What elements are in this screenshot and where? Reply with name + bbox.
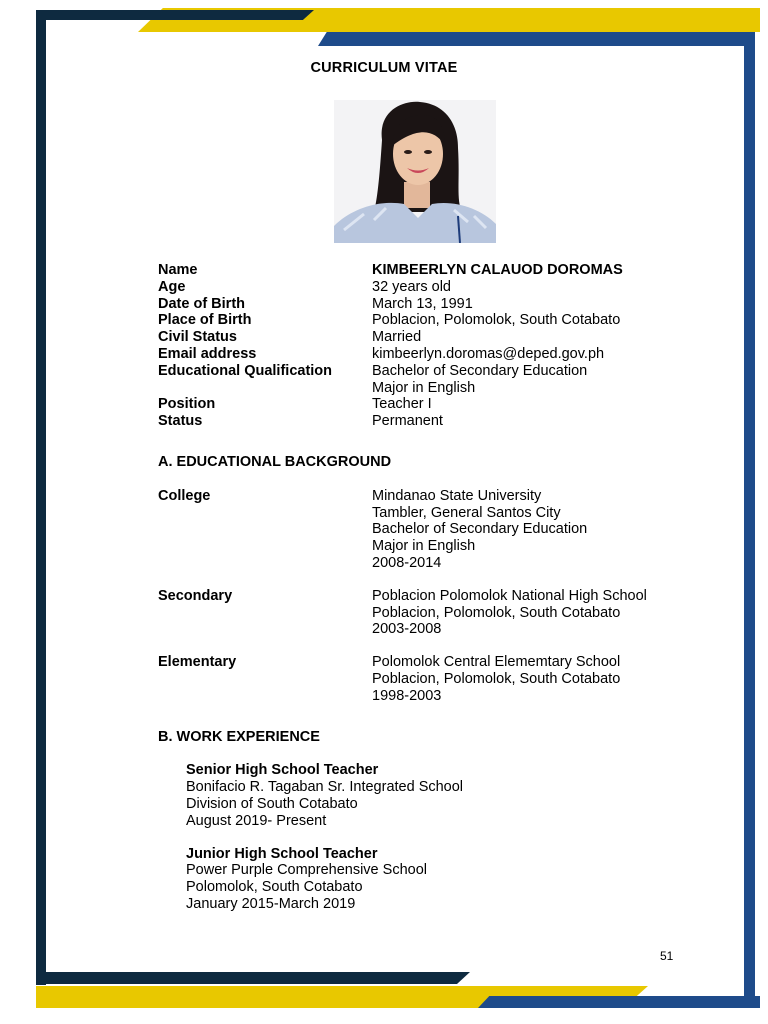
info-label: Position xyxy=(158,396,216,413)
spacer xyxy=(158,638,718,654)
info-row xyxy=(158,346,718,363)
job-detail-line: Polomolok, South Cotabato xyxy=(186,879,363,896)
job-title: Junior High School Teacher xyxy=(186,845,378,862)
education-detail-line: Polomolok Central Elememtary School xyxy=(372,654,621,671)
info-value-line: Teacher I xyxy=(372,396,432,413)
info-value-line: Poblacion, Polomolok, South Cotabato xyxy=(372,312,621,329)
education-detail-line: Mindanao State University xyxy=(372,487,542,504)
info-row xyxy=(158,262,718,279)
info-label: Place of Birth xyxy=(158,312,252,329)
job-title: Senior High School Teacher xyxy=(186,762,379,779)
info-row xyxy=(158,296,718,313)
info-row xyxy=(158,363,718,397)
info-label: Civil Status xyxy=(158,329,237,346)
work-experience xyxy=(158,762,718,912)
page-number: 51 xyxy=(660,949,674,963)
education-detail-line: 2008-2014 xyxy=(372,554,442,571)
info-value-line: Bachelor of Secondary Education xyxy=(372,362,588,379)
info-value-line: kimbeerlyn.doromas@deped.gov.ph xyxy=(372,345,605,362)
job-entry xyxy=(158,846,718,913)
job-detail-line: January 2015-March 2019 xyxy=(186,895,356,912)
info-label: Email address xyxy=(158,345,257,362)
border-top-blue xyxy=(318,32,755,46)
education-detail-line: Poblacion Polomolok National High School xyxy=(372,587,647,604)
info-label: Name xyxy=(158,262,198,278)
education-detail-line: 1998-2003 xyxy=(372,687,442,704)
document-title: CURRICULUM VITAE xyxy=(310,60,458,76)
education-level: College xyxy=(158,487,211,504)
border-right-blue xyxy=(744,38,755,998)
job-detail-line: August 2019- Present xyxy=(186,812,327,829)
info-value xyxy=(372,312,718,329)
info-label: Educational Qualification xyxy=(158,362,333,379)
info-value xyxy=(372,262,718,279)
info-row xyxy=(158,413,718,430)
education-detail-line: Tambler, General Santos City xyxy=(372,504,561,521)
info-label: Date of Birth xyxy=(158,295,245,312)
info-row xyxy=(158,329,718,346)
info-value xyxy=(372,363,718,397)
education-detail-line: Poblacion, Polomolok, South Cotabato xyxy=(372,604,621,621)
info-value xyxy=(372,279,718,296)
info-value-line: March 13, 1991 xyxy=(372,295,473,312)
border-top-navy xyxy=(36,10,314,20)
education-details xyxy=(372,488,718,572)
education-detail-line: Major in English xyxy=(372,538,476,555)
info-label: Age xyxy=(158,278,186,295)
info-label: Status xyxy=(158,413,203,430)
portrait-illustration xyxy=(334,100,496,243)
education-details xyxy=(372,654,718,704)
education-entry xyxy=(158,588,718,638)
border-bottom-navy xyxy=(36,972,470,984)
education-heading: A. EDUCATIONAL BACKGROUND xyxy=(158,453,392,470)
education-level: Elementary xyxy=(158,654,237,671)
spacer xyxy=(158,830,718,846)
education-level: Secondary xyxy=(158,587,233,604)
job-entry xyxy=(158,762,718,829)
info-value-line: Permanent xyxy=(372,413,443,430)
info-value xyxy=(372,296,718,313)
job-detail-line: Division of South Cotabato xyxy=(186,795,358,812)
info-value xyxy=(372,346,718,363)
info-value-line: Married xyxy=(372,329,422,346)
job-detail-line: Power Purple Comprehensive School xyxy=(186,862,427,879)
info-value xyxy=(372,396,718,413)
profile-photo xyxy=(334,100,496,243)
info-value xyxy=(372,329,718,346)
personal-information xyxy=(158,262,718,430)
education-entry xyxy=(158,488,718,572)
info-value-line: 32 years old xyxy=(372,278,451,295)
info-row xyxy=(158,312,718,329)
education-detail-line: Poblacion, Polomolok, South Cotabato xyxy=(372,670,621,687)
info-value-line: KIMBEERLYN CALAUOD DOROMAS xyxy=(372,262,623,278)
border-left-navy xyxy=(36,10,46,985)
cv-content xyxy=(158,262,718,913)
education-entry xyxy=(158,654,718,704)
education-details xyxy=(372,588,718,638)
work-heading: B. WORK EXPERIENCE xyxy=(158,728,320,745)
spacer xyxy=(158,572,718,588)
education-detail-line: 2003-2008 xyxy=(372,621,442,638)
info-value-line: Major in English xyxy=(372,379,476,396)
education-detail-line: Bachelor of Secondary Education xyxy=(372,521,588,538)
info-row xyxy=(158,279,718,296)
educational-background xyxy=(158,488,718,705)
info-value xyxy=(372,413,718,430)
border-bottom-blue xyxy=(478,996,760,1008)
info-row xyxy=(158,396,718,413)
job-detail-line: Bonifacio R. Tagaban Sr. Integrated School xyxy=(186,779,464,796)
